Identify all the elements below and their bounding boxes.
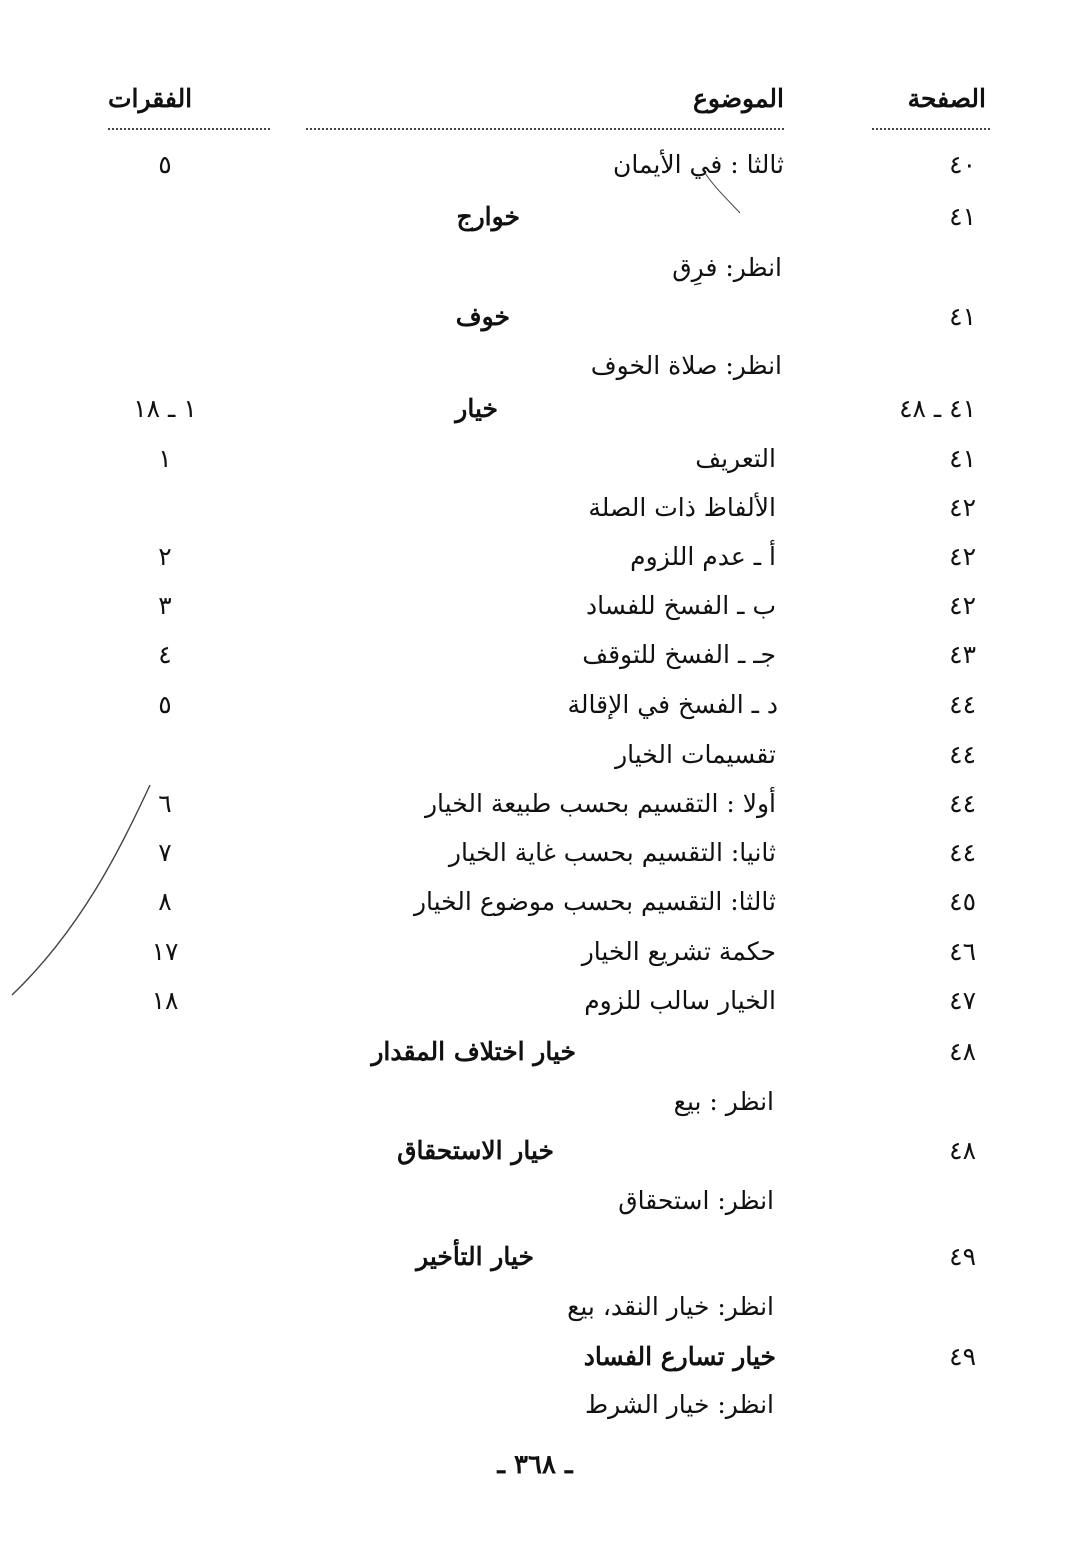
index-row	[0, 1136, 1082, 1176]
page-number: ٤٣	[949, 640, 976, 669]
index-row	[0, 1390, 1082, 1430]
index-row	[0, 937, 1082, 977]
header-topic: الموضوع	[693, 84, 784, 113]
index-row	[0, 640, 1082, 680]
topic-text: ثالثا : في الأيمان	[613, 150, 784, 179]
topic-heading: خيار	[455, 394, 498, 423]
index-row	[0, 202, 1082, 242]
topic-heading: خيار التأخير	[416, 1242, 534, 1271]
page-number: ٤٠	[949, 150, 976, 179]
page-number: ٤٢	[949, 542, 976, 571]
page-number: ٤٤	[949, 740, 976, 769]
paragraph-number: ١ ـ ١٨	[133, 394, 197, 423]
page-number: ٤٨	[949, 1136, 976, 1165]
index-row	[0, 394, 1082, 434]
page-number: ٤٦	[949, 937, 976, 966]
paragraph-number: ٧	[158, 838, 172, 867]
pen-stroke-mark	[0, 780, 160, 1010]
index-row	[0, 1292, 1082, 1332]
page-number: ٤١	[949, 444, 976, 473]
topic-see-also: انظر: استحقاق	[618, 1186, 774, 1215]
paragraph-number: ٥	[158, 690, 172, 719]
index-row	[0, 591, 1082, 631]
paragraph-number: ٢	[158, 542, 172, 571]
index-row	[0, 542, 1082, 582]
topic-see-also: انظر: فرِق	[672, 253, 782, 282]
index-row	[0, 986, 1082, 1026]
page-number: ٤٤	[949, 690, 976, 719]
topic-text: الخيار سالب للزوم	[584, 986, 776, 1015]
page-number: ٤٤	[949, 838, 976, 867]
index-row	[0, 1242, 1082, 1282]
index-row	[0, 1087, 1082, 1127]
topic-see-also: انظر: خيار الشرط	[585, 1390, 774, 1419]
index-row	[0, 1342, 1082, 1382]
page-number: ٤٤	[949, 789, 976, 818]
topic-text: تقسيمات الخيار	[615, 740, 776, 769]
topic-heading: خيار تسارع الفساد	[583, 1342, 776, 1371]
page-number: ٤١ ـ ٤٨	[899, 394, 976, 423]
page-number: ٤٧	[949, 986, 976, 1015]
index-row	[0, 1186, 1082, 1226]
topic-text: أ ـ عدم اللزوم	[630, 542, 776, 571]
paragraph-number: ٨	[158, 887, 172, 916]
topic-heading: خيار اختلاف المقدار	[371, 1037, 576, 1066]
index-row	[0, 789, 1082, 829]
paragraph-number: ٦	[158, 789, 172, 818]
topic-text: أولا : التقسيم بحسب طبيعة الخيار	[424, 789, 776, 818]
paragraph-number: ١٨	[151, 986, 179, 1015]
paragraph-number: ٥	[158, 150, 172, 179]
topic-text: ب ـ الفسخ للفساد	[586, 591, 776, 620]
header-underline-paragraphs	[108, 128, 270, 130]
topic-text: جـ ـ الفسخ للتوقف	[582, 640, 776, 669]
topic-text: حكمة تشريع الخيار	[581, 937, 776, 966]
header-paragraphs: الفقرات	[108, 84, 193, 113]
topic-text: ثالثا: التقسيم بحسب موضوع الخيار	[413, 887, 776, 916]
pen-stroke-mark-small	[700, 168, 760, 228]
index-row	[0, 887, 1082, 927]
paragraph-number: ١	[158, 444, 172, 473]
page-number-label: ـ ٣٦٨ ـ	[497, 1450, 573, 1480]
topic-text: د ـ الفسخ في الإقالة	[567, 690, 778, 719]
page-number: ٤٩	[949, 1242, 976, 1271]
index-row	[0, 1037, 1082, 1077]
header-underline-topic	[306, 128, 784, 130]
page-number: ٤١	[949, 202, 976, 231]
header-underline-page	[872, 128, 990, 130]
page-number: ٤٥	[949, 887, 976, 916]
page-number: ٤١	[949, 302, 976, 331]
topic-see-also: انظر: خيار النقد، بيع	[567, 1292, 774, 1321]
index-row	[0, 302, 1082, 342]
paragraph-number: ١٧	[151, 937, 179, 966]
topic-text: ثانيا: التقسيم بحسب غاية الخيار	[448, 838, 776, 867]
index-row	[0, 253, 1082, 293]
index-row	[0, 493, 1082, 533]
topic-heading: خوف	[455, 302, 510, 331]
index-row	[0, 690, 1082, 730]
page-footer-number	[0, 1450, 1082, 1480]
page-number: ٤٩	[949, 1342, 976, 1371]
paragraph-number: ٣	[158, 591, 172, 620]
page-number: ٤٢	[949, 493, 976, 522]
topic-text: الألفاظ ذات الصلة	[588, 493, 776, 522]
paragraph-number: ٤	[158, 640, 172, 669]
topic-see-also: انظر : بيع	[673, 1087, 774, 1116]
topic-see-also: انظر: صلاة الخوف	[590, 351, 782, 380]
page-number: ٤٢	[949, 591, 976, 620]
topic-heading: خوارج	[456, 202, 520, 231]
topic-text: التعريف	[695, 444, 776, 473]
index-row	[0, 444, 1082, 484]
page-number: ٤٨	[949, 1037, 976, 1066]
index-row	[0, 150, 1082, 190]
index-row	[0, 838, 1082, 878]
index-row	[0, 351, 1082, 391]
header-page: الصفحة	[907, 84, 986, 113]
index-row	[0, 740, 1082, 780]
topic-heading: خيار الاستحقاق	[397, 1136, 554, 1165]
